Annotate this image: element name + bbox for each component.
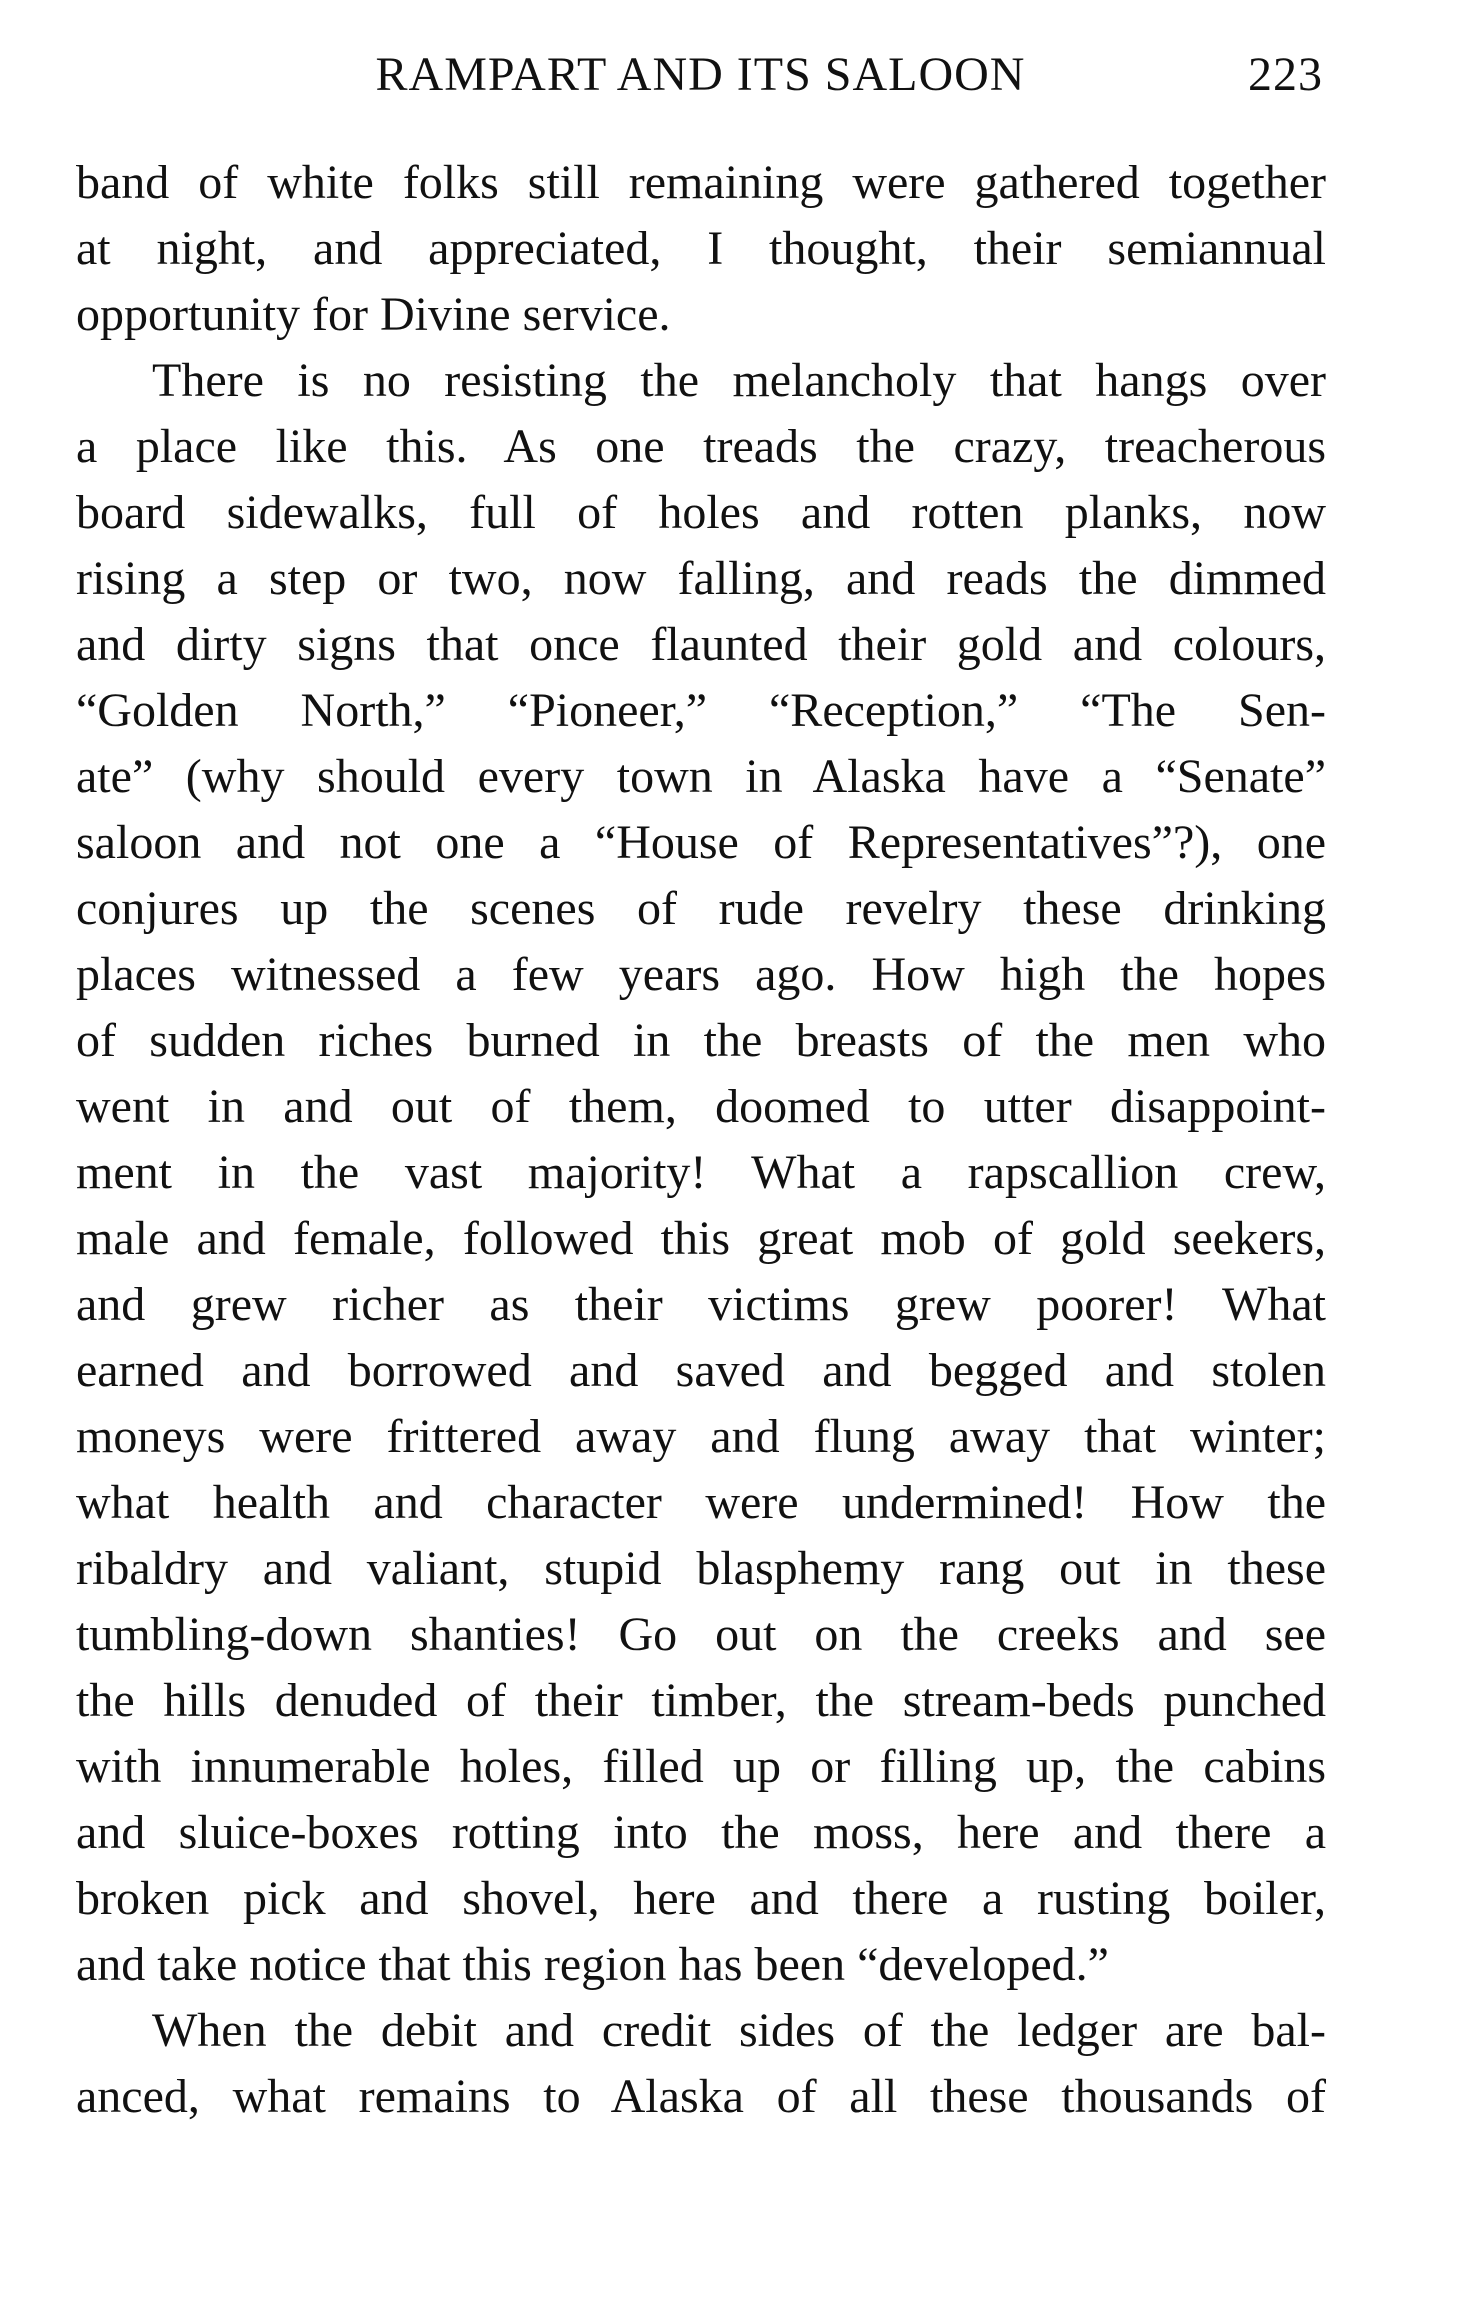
- text-line: tumbling-down shanties! Go out on the creeks and see: [76, 1608, 1326, 1661]
- text-line: went in and out of them, doomed to utter disappoint-: [76, 1080, 1326, 1133]
- text-line: There is no resisting the melancholy that hangs over: [152, 354, 1326, 407]
- text-line: male and female, followed this great mob of gold seekers,: [76, 1212, 1326, 1265]
- text-line: and take notice that this region has been “developed.”: [76, 1938, 1109, 1991]
- text-line: and grew richer as their victims grew poorer! What: [76, 1278, 1326, 1331]
- text-line: ment in the vast majority! What a rapscallion crew,: [76, 1146, 1326, 1199]
- running-title: RAMPART AND ITS SALOON: [375, 48, 1026, 101]
- text-line: opportunity for Divine service.: [76, 288, 671, 341]
- text-line: places witnessed a few years ago. How high the hopes: [76, 948, 1326, 1001]
- text-line: and dirty signs that once flaunted their gold and colours,: [76, 618, 1326, 671]
- text-line: earned and borrowed and saved and begged and stolen: [76, 1344, 1326, 1397]
- text-line: “Golden North,” “Pioneer,” “Reception,” “The Sen-: [76, 684, 1326, 737]
- text-line: with innumerable holes, filled up or filling up, the cabins: [76, 1740, 1326, 1793]
- page-header: [78, 40, 1323, 110]
- text-line: rising a step or two, now falling, and reads the dimmed: [76, 552, 1326, 605]
- text-line: board sidewalks, full of holes and rotten planks, now: [76, 486, 1326, 539]
- text-line: moneys were frittered away and flung away that winter;: [76, 1410, 1326, 1463]
- body-text: [76, 150, 1326, 2130]
- text-line: conjures up the scenes of rude revelry these drinking: [76, 882, 1326, 935]
- text-line: saloon and not one a “House of Representatives”?), one: [76, 816, 1326, 869]
- page-number: 223: [1248, 48, 1323, 101]
- text-line: ate” (why should every town in Alaska have a “Senate”: [76, 750, 1326, 803]
- text-line: a place like this. As one treads the crazy, treacherous: [76, 420, 1326, 473]
- text-line: of sudden riches burned in the breasts of the men who: [76, 1014, 1326, 1067]
- text-line: anced, what remains to Alaska of all these thousands of: [76, 2070, 1326, 2123]
- text-line: ribaldry and valiant, stupid blasphemy rang out in these: [76, 1542, 1326, 1595]
- text-line: When the debit and credit sides of the ledger are bal-: [152, 2004, 1326, 2057]
- text-line: the hills denuded of their timber, the stream-beds punched: [76, 1674, 1326, 1727]
- text-line: broken pick and shovel, here and there a rusting boiler,: [76, 1872, 1326, 1925]
- text-line: band of white folks still remaining were gathered together: [76, 156, 1326, 209]
- text-line: at night, and appreciated, I thought, their semiannual: [76, 222, 1326, 275]
- text-line: what health and character were undermined! How the: [76, 1476, 1326, 1529]
- text-line: and sluice-boxes rotting into the moss, here and there a: [76, 1806, 1326, 1859]
